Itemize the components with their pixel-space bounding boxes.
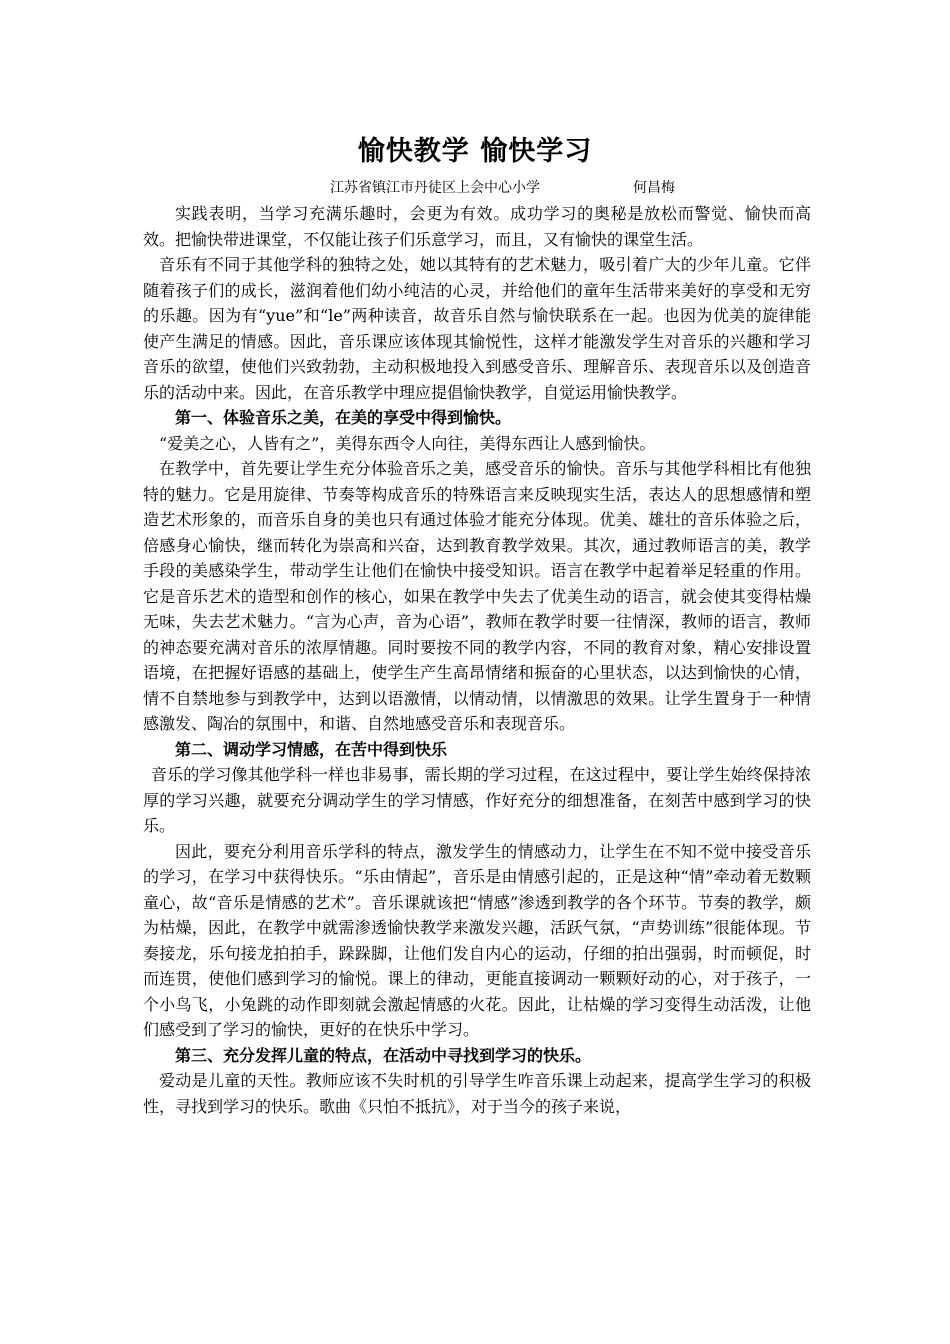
author-school: 江苏省镇江市丹徒区上会中心小学 (330, 180, 540, 196)
paragraph: 在教学中，首先要让学生充分体验音乐之美，感受音乐的愉快。音乐与其他学科相比有他独特的魅力。它是用旋律、节奏等构成音乐的特殊语言来反映现实生活，表达人的思想感情和塑造艺术形象的，而音乐自身的美也只有通过体验才能充分体现。优美、雄壮的音乐体验之后，倍感身心愉快，继而转化为崇高和兴奋，达到教育教学效果。其次，通过教师语言的美，教学手段的美感染学生，带动学生让他们在愉快中接受知识。语言在教学中起着举足轻重的作用。它是音乐艺术的造型和创作的核心，如果在教学中失去了优美生动的语言，就会使其变得枯燥无味，失去艺术魅力。“言为心声，音为心语”，教师在教学时要一往情深，教师的语言，教师的神态要充满对音乐的浓厚情趣。同时要按不同的教学内容，不同的教育对象，精心安排设置语境，在把握好语感的基础上，使学生产生高昂情绪和振奋的心里状态，以达到愉快的心情，情不自禁地参与到教学中，达到以语激情，以情动情，以情激思的效果。让学生置身于一种情感激发、陶冶的氛围中，和谐、自然地感受音乐和表现音乐。 (143, 459, 811, 733)
byline (0, 176, 950, 200)
paragraph: 实践表明，当学习充满乐趣时，会更为有效。成功学习的奥秘是放松而警觉、愉快而高效。把愉快带进课堂，不仅能让孩子们乐意学习，而且，又有愉快的课堂生活。 (143, 204, 811, 249)
section-heading: 第三、充分发挥儿童的特点，在活动中寻找到学习的快乐。 (175, 1045, 592, 1065)
paragraph: 音乐的学习像其他学科一样也非易事，需长期的学习过程，在这过程中，要让学生始终保持浓厚的学习兴趣，就要充分调动学生的学习情感，作好充分的细想准备，在刻苦中感到学习的快乐。 (143, 765, 811, 835)
section-heading: 第二、调动学习情感，在苦中得到快乐 (175, 739, 448, 759)
author-name: 何昌梅 (633, 180, 675, 196)
paragraph: 因此，要充分利用音乐学科的特点，激发学生的情感动力，让学生在不知不觉中接受音乐的学习，在学习中获得快乐。“乐由情起”，音乐是由情感引起的，正是这种“情”牵动着无数颗童心，故“音乐是情感的艺术”。音乐课就该把“情感”渗透到教学的各个环节。节奏的教学，颇为枯燥，因此，在教学中就需渗透愉快教学来激发兴趣，活跃气氛，“声势训练”很能体现。节奏接龙，乐句接龙拍拍手，跺跺脚，让他们发自内心的运动，仔细的拍出强弱，时而顿促，时而连贯，使他们感到学习的愉悦。课上的律动，更能直接调动一颗颗好动的心，对于孩子，一个小鸟飞，小兔跳的动作即刻就会激起情感的火花。因此，让枯燥的学习变得生动活泼，让他们感受到了学习的愉快，更好的在快乐中学习。 (143, 841, 811, 1039)
paragraph: 爱动是儿童的天性。教师应该不失时机的引导学生咋音乐课上动起来，提高学生学习的积极性，寻找到学习的快乐。歌曲《只怕不抵抗》，对于当今的孩子来说， (143, 1071, 811, 1116)
paragraph: 音乐有不同于其他学科的独特之处，她以其特有的艺术魅力，吸引着广大的少年儿童。它伴随着孩子们的成长，滋润着他们幼小纯洁的心灵，并给他们的童年生活带来美好的享受和无穷的乐趣。因为有“yue”和“le”两种读音，故音乐自然与愉快联系在一起。也因为优美的旋律能使产生满足的情感。因此，音乐课应该体现其愉悦性，这样才能激发学生对音乐的兴趣和学习音乐的欲望，使他们兴致勃勃，主动积极地投入到感受音乐、理解音乐、表现音乐以及创造音乐的活动中来。因此，在音乐教学中理应提倡愉快教学，自觉运用愉快教学。 (143, 255, 811, 402)
document-title: 愉快教学 愉快学习 (357, 136, 593, 167)
section-heading: 第一、体验音乐之美，在美的享受中得到愉快。 (175, 408, 512, 427)
paragraph: “爱美之心，人皆有之”，美得东西令人向往，美得东西让人感到愉快。 (159, 433, 656, 453)
document-body (143, 201, 811, 1119)
